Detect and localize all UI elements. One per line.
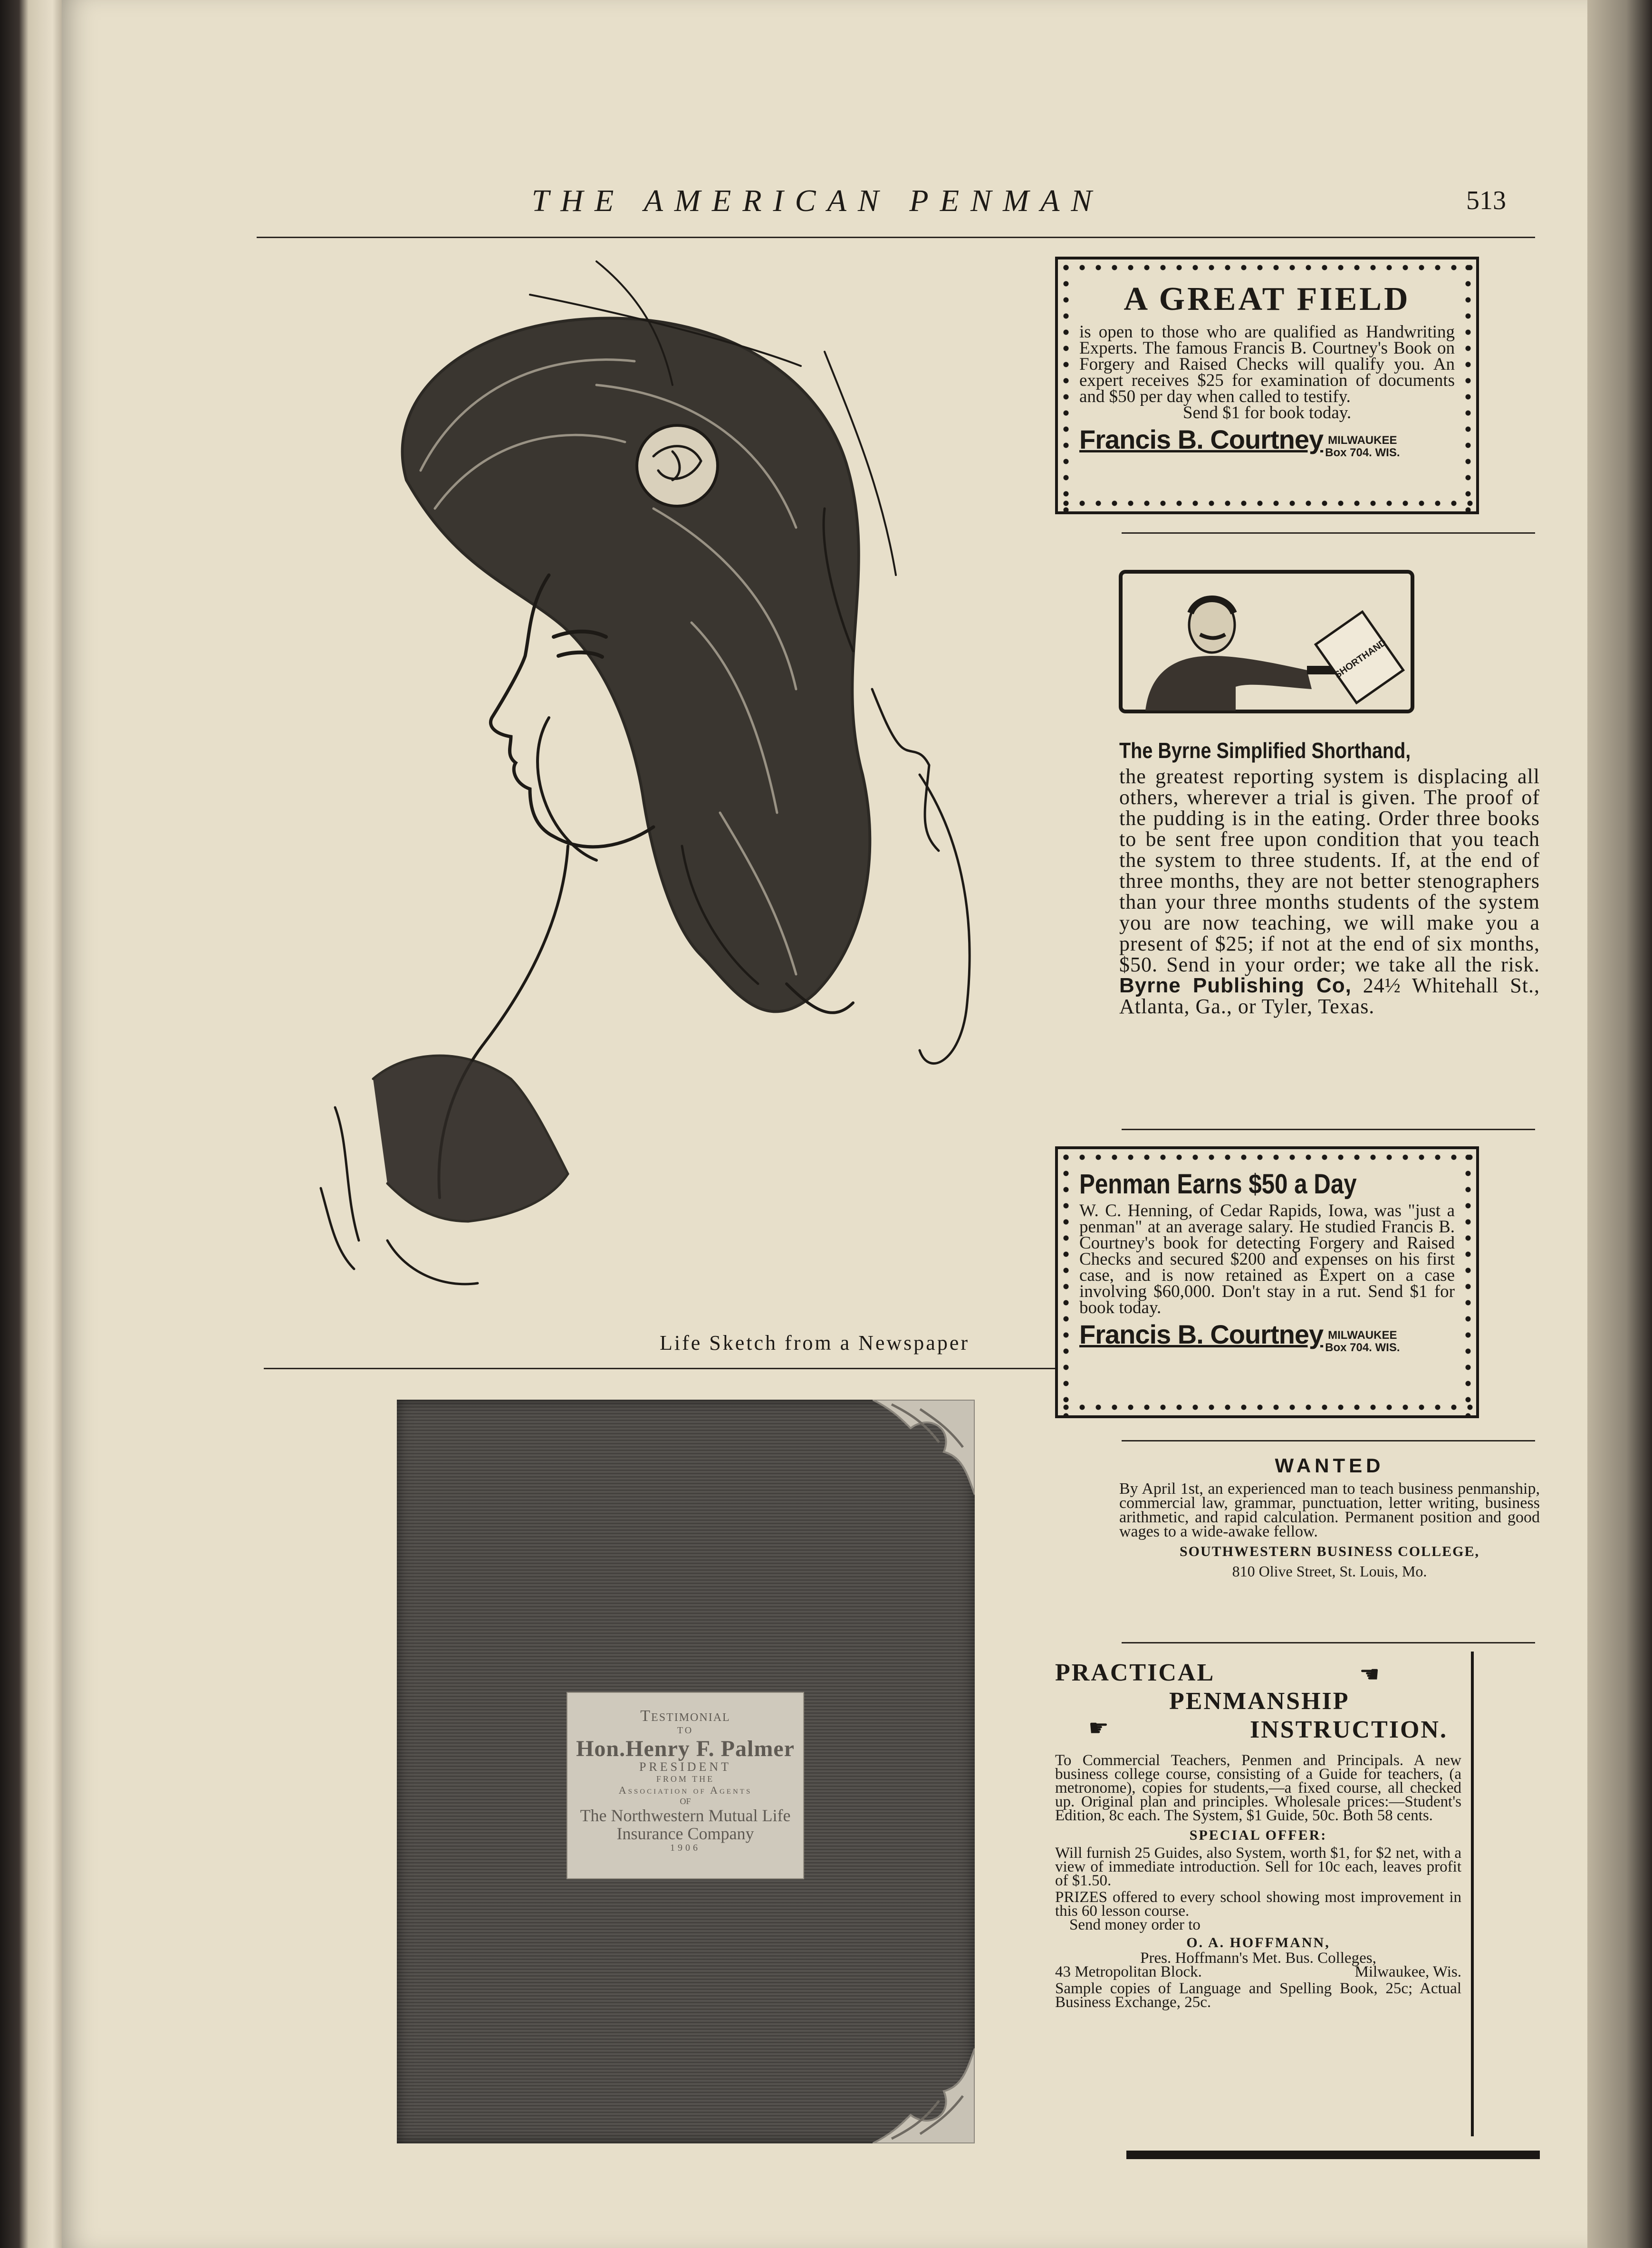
ad-headline: WANTED <box>1275 1454 1384 1477</box>
label-line: PRESIDENT <box>639 1760 732 1774</box>
man-pointing-illustration <box>1117 568 1416 715</box>
label-line: Association of Agents <box>618 1784 752 1796</box>
ad-body: Will furnish 25 Guides, also System, worth $1, for $2 net, with a view of immediate introduction. Sell for 10c each, leaves profit of $1.50. <box>1055 1845 1461 1889</box>
bottom-rule <box>1126 2151 1540 2159</box>
pointing-hand-icon: ☛ <box>1088 1716 1109 1741</box>
book-label-shorthand: SHORTHAND <box>1333 637 1389 681</box>
ad-headline: A GREAT FIELD <box>1124 281 1411 317</box>
ad-body-text: the greatest reporting system is displacing all others, wherever a trial is given. The proof of the pudding is in the eating. Order three books to be sent free upon condition that you teach the system to three students. If, at the end of three months, they are not better stenographers than your three months students of the system you are now teaching, we will make you a present of $25; if not at the end of six months, $50. Send in your order; we take all the risk. <box>1119 765 1540 976</box>
label-line: OF <box>680 1796 691 1806</box>
right-column-rule <box>1122 1440 1535 1441</box>
ad-body: By April 1st, an experienced man to teach business penmanship, commercial law, grammar, punctuation, letter writing, business arithmetic, and rapid calculation. Permanent position and good wages to a wide-awake fellow. <box>1119 1480 1540 1540</box>
ad-body: Sample copies of Language and Spelling Book, 25c; Actual Business Exchange, 25c. <box>1055 1980 1461 2011</box>
label-line: 1906 <box>670 1843 701 1853</box>
dot-border <box>1058 498 1476 509</box>
ad-practical-penmanship <box>1055 1652 1474 2136</box>
ad-wanted <box>1119 1454 1540 1580</box>
corner-ornament-icon <box>873 2048 975 2143</box>
ad-body: To Commercial Teachers, Penmen and Principals. A new business college course, consisting of a Guide for teachers, (a metronome), copies for students,—a fixed course, all checked up. Original plan and principles. Wholesale prices:—Student's Edition, 8c each. The System, $1 Guide, 50c. Both 58 cents. <box>1055 1752 1461 1824</box>
ad-byrne-shorthand <box>1119 738 1540 1017</box>
right-column-rule <box>1122 1129 1535 1130</box>
dot-border <box>1061 259 1071 511</box>
advertiser-signature <box>1079 1319 1455 1354</box>
dot-border <box>1058 1152 1476 1162</box>
dot-border <box>1463 1149 1473 1415</box>
page-number: 513 <box>1466 186 1506 215</box>
ad-headline: Penman Earns $50 a Day <box>1079 1169 1357 1200</box>
publisher-address: 24½ Whitehall St., Atlanta, Ga., or Tyler, Texas. <box>1119 974 1540 1018</box>
dot-border <box>1058 262 1476 273</box>
ad-cta: Send $1 for book today. <box>1182 403 1352 423</box>
advertiser-address: 810 Olive Street, St. Louis, Mo. <box>1232 1563 1427 1580</box>
label-line: FROM THE <box>656 1774 715 1784</box>
pointing-hand-icon: ☚ <box>1359 1662 1380 1687</box>
running-title: THE AMERICAN PENMAN <box>531 183 1104 218</box>
publisher-name: Byrne Publishing Co, <box>1119 974 1352 997</box>
ad-penman-earns <box>1055 1146 1479 1418</box>
ad-headline: PRACTICAL <box>1055 1659 1215 1686</box>
book-label-plate <box>567 1692 804 1879</box>
advertiser-name: SOUTHWESTERN BUSINESS COLLEGE, <box>1179 1544 1480 1559</box>
advertiser-title: Pres. Hoffmann's Met. Bus. Colleges, <box>1140 1950 1376 1967</box>
testimonial-book-cover <box>397 1400 975 2143</box>
ad-body: is open to those who are qualified as Handwriting Experts. The famous Francis B. Courtney's Book on Forgery and Raised Checks will qualify you. An expert receives $25 for examination of documents and $50 per day when called to testify. <box>1079 322 1455 406</box>
advertiser-signature <box>1079 424 1455 459</box>
page-edge <box>1587 0 1652 2248</box>
address-city: MILWAUKEE <box>1328 1329 1397 1342</box>
label-line: Hon.Henry F. Palmer <box>576 1736 795 1761</box>
ad-body <box>1119 766 1540 1017</box>
ad-body: Send money order to <box>1069 1916 1201 1933</box>
ad-headline: INSTRUCTION. <box>1250 1716 1448 1743</box>
special-offer-heading: SPECIAL OFFER: <box>1189 1827 1327 1843</box>
ad-body: PRIZES offered to every school showing most improvement in this 60 lesson course. <box>1055 1889 1461 1920</box>
advertiser-name: Francis B. Courtney <box>1079 1319 1324 1349</box>
left-column-rule <box>264 1368 1095 1369</box>
right-column-rule <box>1122 532 1535 534</box>
label-line: The Northwestern Mutual Life Insurance Company <box>580 1806 791 1843</box>
advertiser-address <box>1325 1329 1400 1354</box>
label-line: TO <box>677 1725 694 1736</box>
address-city: Milwaukee, Wis. <box>1354 1963 1461 1980</box>
book-spine <box>0 0 71 2248</box>
dot-border <box>1463 259 1473 511</box>
woman-profile-sketch <box>264 242 1084 1364</box>
ad-headline: The Byrne Simplified Shorthand, <box>1119 738 1411 763</box>
advertiser-name: Francis B. Courtney <box>1079 424 1324 454</box>
address-box: Box 704. WIS. <box>1325 1341 1400 1355</box>
ad-great-field <box>1055 257 1479 514</box>
sketch-caption: Life Sketch from a Newspaper <box>660 1331 970 1355</box>
dot-border <box>1061 1149 1071 1415</box>
ad-headline: PENMANSHIP <box>1169 1688 1350 1715</box>
advertiser-name: O. A. HOFFMANN, <box>1186 1935 1330 1950</box>
header-rule <box>257 237 1535 238</box>
dot-border <box>1058 1402 1476 1412</box>
advertiser-address <box>1055 1965 1461 1979</box>
address-city: MILWAUKEE <box>1328 434 1397 447</box>
right-column-rule <box>1122 1642 1535 1643</box>
label-line: Testimonial <box>640 1707 730 1725</box>
magazine-page <box>62 0 1587 2248</box>
advertiser-address <box>1325 434 1400 459</box>
address-street: 43 Metropolitan Block. <box>1055 1963 1202 1980</box>
corner-ornament-icon <box>873 1400 975 1495</box>
ad-body: W. C. Henning, of Cedar Rapids, Iowa, was "just a penman" at an average salary. He studied Francis B. Courtney's book for detecting Forgery and Raised Checks and secured $200 and expenses on his first case, and is now retained as Expert on a case involving $60,000. Don't stay in a rut. Send $1 for book today. <box>1079 1201 1455 1317</box>
address-box: Box 704. WIS. <box>1325 446 1400 460</box>
